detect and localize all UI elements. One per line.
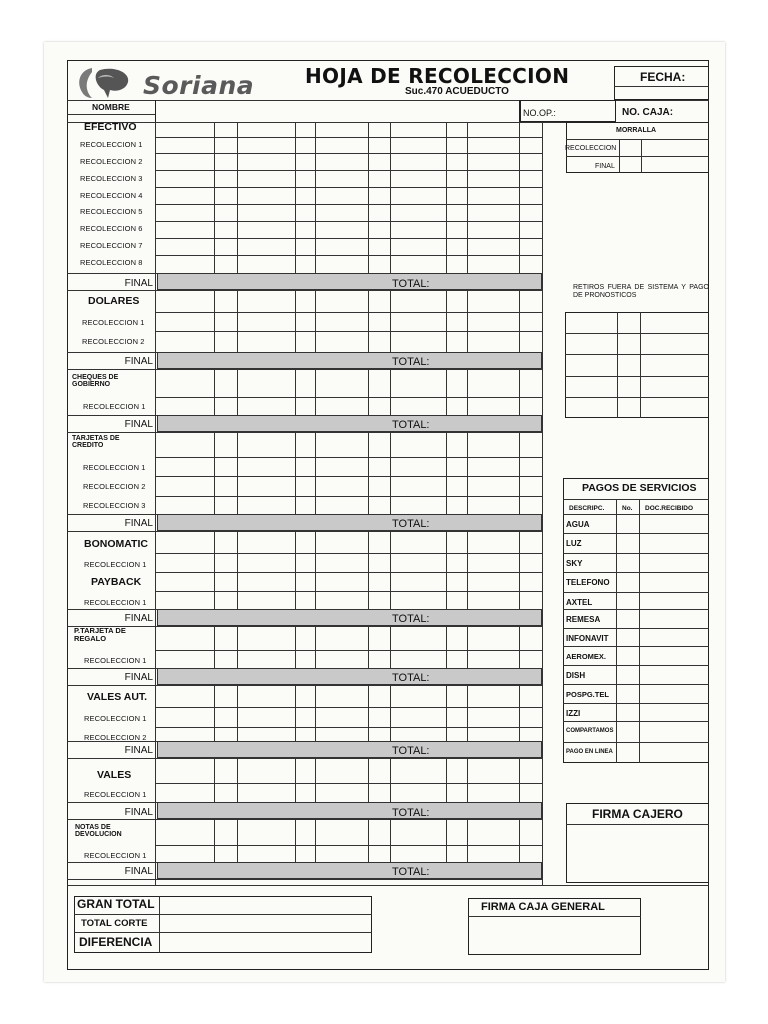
efectivo-row-4: RECOLECCION 4 (80, 191, 143, 200)
cheques-total-bar[interactable] (157, 415, 542, 432)
section-tarjetas: TARJETAS DE CREDITO (72, 435, 120, 449)
total-label-efectivo: TOTAL: (392, 278, 430, 290)
final-label-cheques: FINAL (124, 419, 153, 430)
retiros-title: RETIROS FUERA DE SISTEMA Y PAGO DE PRONOSTICOS (573, 284, 709, 300)
vales-row-1: RECOLECCION 1 (84, 790, 147, 799)
section-efectivo: EFECTIVO (84, 121, 137, 133)
section-vales-aut: VALES AUT. (87, 691, 148, 703)
payback-total-bar[interactable] (157, 609, 542, 626)
tarjeta-regalo-row-1: RECOLECCION 1 (84, 656, 147, 665)
pagos-item-10: IZZI (566, 709, 581, 718)
vales-aut-row-1: RECOLECCION 1 (84, 714, 147, 723)
pagos-header-doc: DOC.RECIBIDO (645, 505, 694, 512)
total-label-notas: TOTAL: (392, 866, 430, 878)
cheques-row-1: RECOLECCION 1 (83, 402, 146, 411)
efectivo-row-1: RECOLECCION 1 (80, 140, 143, 149)
total-label-dolares: TOTAL: (392, 356, 430, 368)
bonomatic-row-1: RECOLECCION 1 (84, 560, 147, 569)
section-cheques: CHEQUES DE GOBIERNO (72, 374, 119, 388)
gran-total-field[interactable] (160, 897, 371, 914)
efectivo-row-2: RECOLECCION 2 (80, 157, 143, 166)
efectivo-row-8: RECOLECCION 8 (80, 258, 143, 267)
pagos-title: PAGOS DE SERVICIOS (582, 482, 697, 494)
vales-aut-row-2: RECOLECCION 2 (84, 733, 147, 742)
final-label-regalo: FINAL (124, 672, 153, 683)
diferencia-field[interactable] (160, 933, 371, 952)
dolares-row-2: RECOLECCION 2 (82, 337, 145, 346)
section-bonomatic: BONOMATIC (84, 538, 148, 550)
brand-name: Soriana (143, 71, 255, 100)
notas-row-1: RECOLECCION 1 (84, 851, 147, 860)
notas-total-bar[interactable] (157, 862, 542, 879)
total-label-vales-aut: TOTAL: (392, 745, 430, 757)
pagos-item-0: AGUA (566, 520, 590, 529)
total-label-tarjetas: TOTAL: (392, 518, 430, 530)
diferencia-label: DIFERENCIA (79, 935, 153, 949)
gran-total-label: GRAN TOTAL (77, 897, 155, 911)
vales-entry-grid[interactable] (155, 758, 542, 802)
dolares-row-1: RECOLECCION 1 (82, 318, 145, 327)
morralla-final: FINAL (595, 163, 615, 170)
pagos-item-6: INFONAVIT (566, 634, 609, 643)
final-label-tarjetas: FINAL (124, 518, 153, 529)
dolares-total-bar[interactable] (157, 352, 542, 369)
soriana-logo-icon (74, 64, 140, 100)
efectivo-row-6: RECOLECCION 6 (80, 224, 143, 233)
section-notas: NOTAS DE DEVOLUCION (75, 824, 122, 838)
pagos-item-12: PAGO EN LINEA (566, 749, 613, 755)
nombre-field[interactable] (155, 100, 520, 122)
pagos-item-8: DISH (566, 671, 586, 680)
section-payback: PAYBACK (91, 576, 142, 588)
vales-aut-entry-grid[interactable] (155, 685, 542, 741)
dolares-entry-grid[interactable] (155, 290, 542, 352)
page-title: HOJA DE RECOLECCION (305, 64, 570, 88)
tarjetas-entry-grid[interactable] (155, 432, 542, 514)
nombre-label: NOMBRE (92, 102, 130, 112)
efectivo-total-bar[interactable] (157, 273, 542, 290)
section-tarjeta-regalo: P.TARJETA DE REGALO (74, 626, 126, 643)
fecha-label: FECHA: (640, 70, 686, 84)
payback-row-1: RECOLECCION 1 (84, 598, 147, 607)
pagos-item-3: TELEFONO (566, 578, 610, 587)
regalo-total-bar[interactable] (157, 668, 542, 685)
pagos-item-11: COMPARTAMOS (566, 728, 614, 734)
pagos-item-4: AXTEL (566, 598, 593, 607)
final-label-vales-aut: FINAL (124, 745, 153, 756)
final-label-payback: FINAL (124, 613, 153, 624)
retiros-table[interactable] (565, 312, 709, 418)
pagos-item-7: AEROMEX. (566, 652, 607, 661)
morralla-recoleccion: RECOLECCION (565, 145, 617, 152)
efectivo-entry-grid[interactable] (155, 122, 542, 273)
noop-field[interactable] (520, 100, 616, 122)
firma-cajero-label: FIRMA CAJERO (592, 807, 683, 821)
pagos-header-no: No. (622, 505, 633, 512)
total-label-cheques: TOTAL: (392, 419, 430, 431)
total-corte-label: TOTAL CORTE (81, 918, 148, 929)
final-label-vales: FINAL (124, 807, 153, 818)
firma-caja-general-label: FIRMA CAJA GENERAL (481, 901, 605, 913)
nocaja-label: NO. CAJA: (622, 107, 674, 118)
total-label-regalo: TOTAL: (392, 672, 430, 684)
final-label-dolares: FINAL (124, 356, 153, 367)
bonomatic-payback-entry-grid[interactable] (155, 531, 542, 609)
total-label-vales: TOTAL: (392, 807, 430, 819)
efectivo-row-3: RECOLECCION 3 (80, 174, 143, 183)
pagos-item-2: SKY (566, 559, 583, 568)
efectivo-row-5: RECOLECCION 5 (80, 207, 143, 216)
tarjetas-total-bar[interactable] (157, 514, 542, 531)
tarjetas-row-3: RECOLECCION 3 (83, 501, 146, 510)
pagos-item-5: REMESA (566, 615, 601, 624)
pagos-item-1: LUZ (566, 539, 582, 548)
vales-total-bar[interactable] (157, 802, 542, 819)
final-label-notas: FINAL (124, 866, 153, 877)
section-vales: VALES (97, 769, 132, 781)
pagos-header-descripc: DESCRIPC. (569, 505, 605, 512)
tarjeta-regalo-entry-grid[interactable] (155, 626, 542, 668)
branch-label: Suc.470 ACUEDUCTO (405, 86, 509, 97)
final-label-efectivo: FINAL (124, 278, 153, 289)
total-corte-field[interactable] (160, 915, 371, 932)
vales-aut-total-bar[interactable] (157, 741, 542, 758)
tarjetas-row-2: RECOLECCION 2 (83, 482, 146, 491)
pagos-item-9: POSPG.TEL (566, 690, 609, 699)
cheques-entry-grid[interactable] (155, 369, 542, 415)
morralla-title: MORRALLA (616, 127, 657, 134)
total-label-payback: TOTAL: (392, 613, 430, 625)
tarjetas-row-1: RECOLECCION 1 (83, 463, 146, 472)
section-dolares: DOLARES (88, 295, 140, 307)
efectivo-row-7: RECOLECCION 7 (80, 241, 143, 250)
notas-entry-grid[interactable] (155, 819, 542, 862)
noop-label: NO.OP.: (523, 108, 556, 118)
